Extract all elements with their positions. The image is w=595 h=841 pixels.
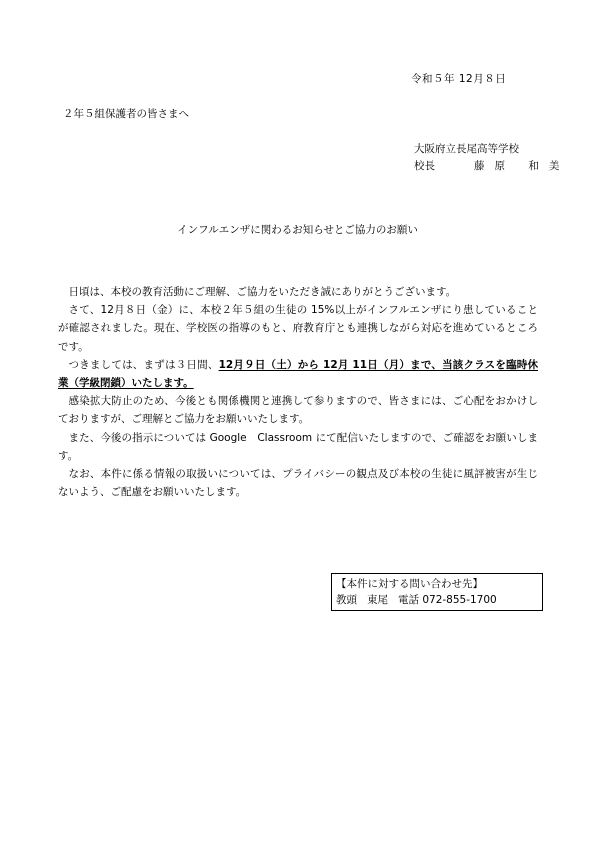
contact-box	[331, 573, 543, 611]
body-paragraph-prevention: 感染拡大防止のため、今後とも関係機関と連携して参りますので、皆さまには、ご心配をおかけしておりますが、ご理解とご協力をお願いいたします。	[58, 395, 538, 426]
body-paragraph-situation: さて、12月８日（金）に、本校２年５組の生徒の 15%以上がインフルエンザにり患していることが確認されました。現在、学校医の指導のもと、府教育庁とも連携しながら対応を進めているところです。	[58, 304, 538, 353]
contact-role: 教頭	[336, 594, 357, 606]
contact-heading: 【本件に対する問い合わせ先】	[336, 578, 483, 590]
school-name: 大阪府立長尾高等学校	[414, 143, 519, 155]
closure-emphasis: 12月９日（土）から 12月 11日（月）まで、当該クラスを臨時休業（学級閉鎖）いたします。	[58, 358, 539, 390]
principal-title: 校長	[414, 160, 435, 172]
contact-name: 東尾	[367, 594, 388, 606]
closure-intro: つきましては、まずは３日間、	[68, 358, 219, 371]
body-paragraph-classroom: また、今後の指示については Google Classroom にて配信いたしますので、ご確認をお願いします。	[58, 431, 538, 462]
letter-body	[58, 283, 538, 501]
body-paragraph-greeting: 日頃は、本校の教育活動にご理解、ご協力をいただき誠にありがとうございます。	[68, 286, 457, 298]
body-paragraph-closure	[58, 356, 538, 392]
letter-subject: インフルエンザに関わるお知らせとご協力のお願い	[177, 224, 418, 236]
principal-signature	[414, 158, 569, 173]
body-paragraph-privacy: なお、本件に係る情報の取扱いについては、プライバシーの観点及び本校の生徒に風評被害が生じないよう、ご配慮をお願いいたします。	[58, 468, 538, 499]
contact-phone: 電話 072-855-1700	[398, 594, 497, 606]
contact-details	[336, 592, 538, 608]
letter-date: 令和５年 12月８日	[411, 73, 507, 85]
principal-name: 藤原 和美	[474, 160, 570, 172]
addressee: ２年５組保護者の皆さまへ	[63, 108, 189, 120]
